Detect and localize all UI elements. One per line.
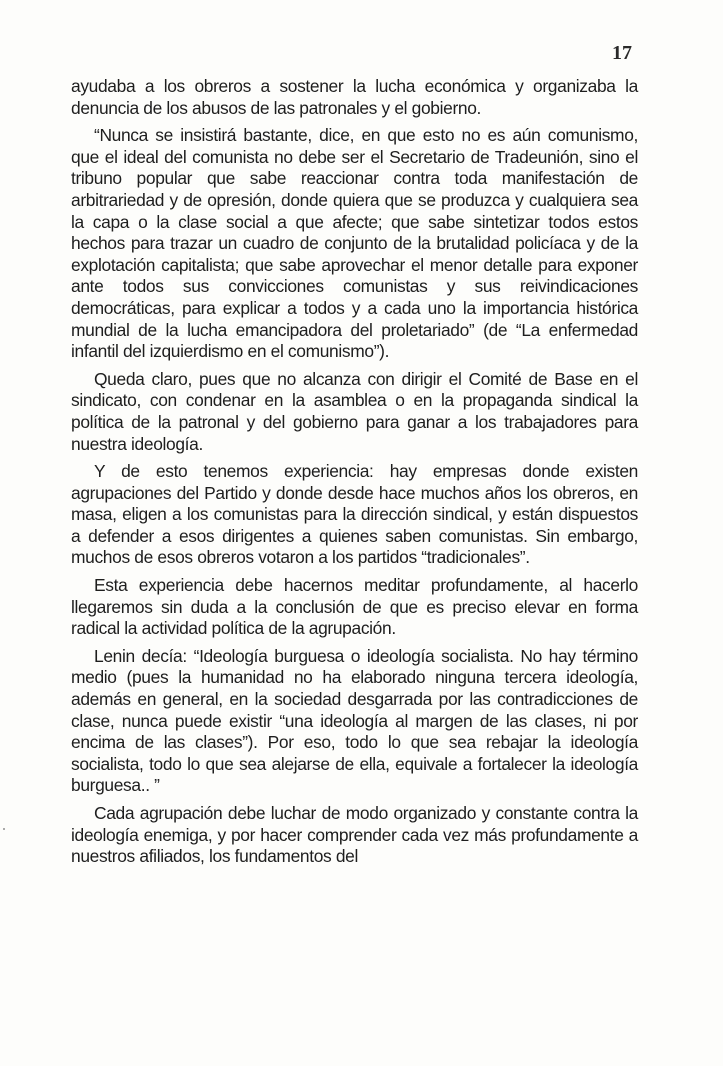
page-number: 17 [612, 42, 632, 64]
body-text [71, 76, 638, 874]
paragraph-queda-claro: Queda claro, pues que no alcanza con dirigir el Comité de Base en el sindicato, con condenar en la asamblea o en la propaganda sindical la política de la patronal y del gobierno para ganar a los trabajadores para nuestra ideología. [71, 368, 638, 454]
paragraph-cada-agrupacion: Cada agrupación debe luchar de modo organizado y constante contra la ideología enemiga, y por hacer comprender cada vez más profundamente a nuestros afiliados, los fundamentos del [71, 803, 638, 867]
paragraph-meditar: Esta experiencia debe hacernos meditar profundamente, al hacerlo llegaremos sin duda a la conclusión de que es preciso elevar en forma radical la actividad política de la agrupación. [71, 575, 638, 639]
paragraph-continuation: ayudaba a los obreros a sostener la lucha económica y organizaba la denuncia de los abusos de las patronales y el gobierno. [71, 76, 638, 118]
paragraph-lenin-quote: Lenin decía: “Ideología burguesa o ideología socialista. No hay término medio (pues la humanidad no ha elaborado ninguna tercera ideología, además en general, en la sociedad desgarrada por las contradicciones de clase, nunca puede existir “una ideología al margen de las clases, ni por encima de las clases”). Por eso, todo lo que sea rebajar la ideología socialista, todo lo que sea alejarse de ella, equivale a fortalecer la ideología burguesa.. ” [71, 645, 638, 796]
paragraph-experiencia: Y de esto tenemos experiencia: hay empresas donde existen agrupaciones del Partido y donde desde hace muchos años los obreros, en masa, eligen a los comunistas para la dirección sindical, y están dispuestos a defender a esos dirigentes a quienes saben comunistas. Sin embargo, muchos de esos obreros votaron a los partidos “tradicionales”. [71, 461, 638, 568]
scan-speck [3, 828, 5, 830]
paragraph-quote-nunca: “Nunca se insistirá bastante, dice, en que esto no es aún comunismo, que el ideal del comunista no debe ser el Secretario de Tradeunión, sino el tribuno popular que sabe reaccionar contra toda manifestación de arbitrariedad y de opresión, donde quiera que se produzca y cualquiera sea la capa o la clase social a que afecte; que sabe sintetizar todos estos hechos para trazar un cuadro de conjunto de la brutalidad policíaca y de la explotación capitalista; que sabe aprovechar el menor detalle para exponer ante todos sus convicciones comunistas y sus reivindicaciones democráticas, para explicar a todos y a cada uno la importancia histórica mundial de la lucha emancipadora del proletariado” (de “La enfermedad infantil del izquierdismo en el comunismo”). [71, 125, 638, 362]
